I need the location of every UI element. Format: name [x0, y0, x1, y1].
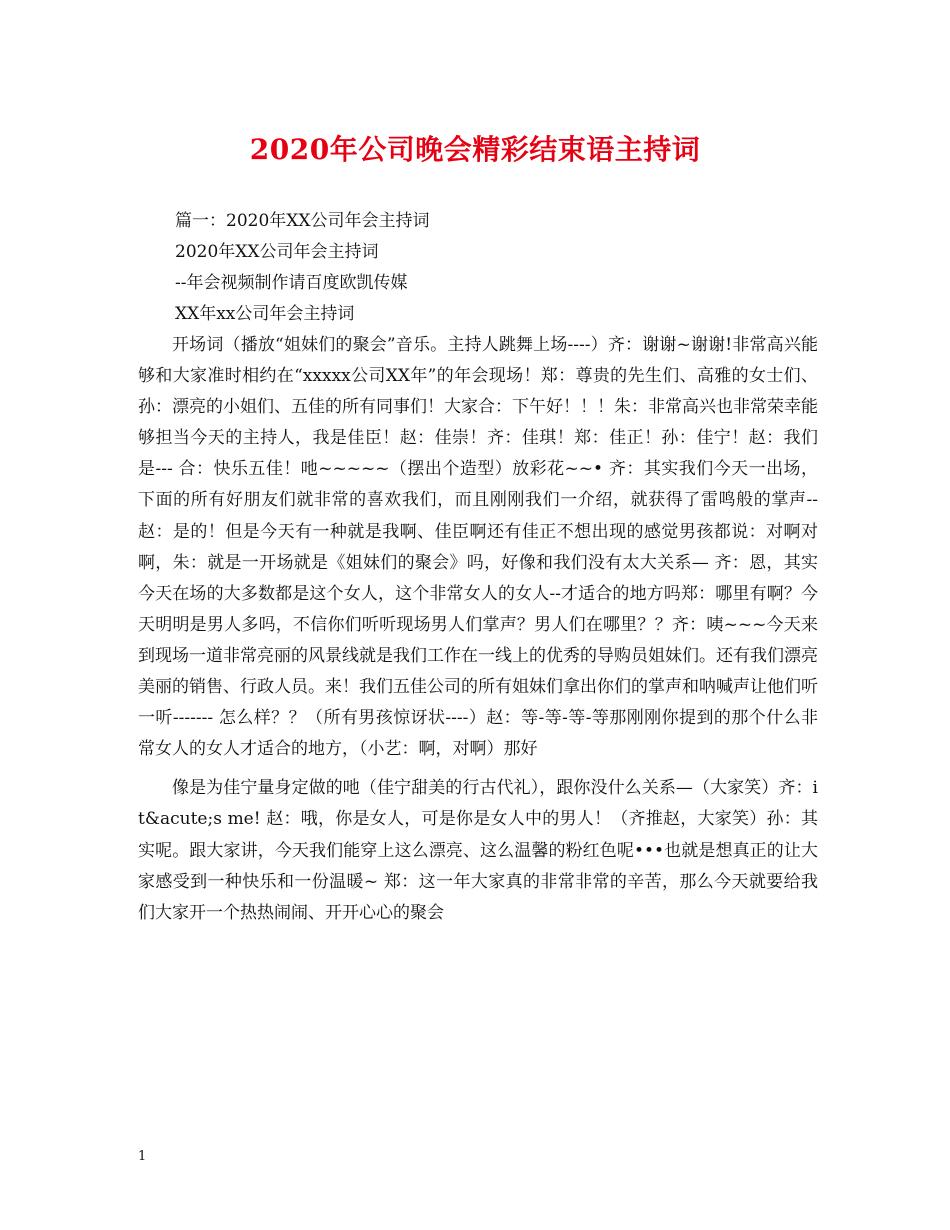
document-title: 2020年公司晚会精彩结束语主持词 — [249, 133, 701, 166]
header-lines — [175, 206, 815, 330]
body-text — [138, 330, 818, 929]
header-line-4: XX年xx公司年会主持词 — [175, 304, 355, 324]
paragraph-2: 像是为佳宁量身定做的吔（佳宁甜美的行古代礼），跟你没什么关系—（大家笑）齐：it&acute;s me! 赵：哦，你是女人，可是你是女人中的男人！（齐推赵，大家笑）孙：其实呢。跟大家讲，今天我们能穿上这么漂亮、这么温馨的粉红色呢•••也就是想真正的让大家感受到一种快乐和一份温暖~ 郑：这一年大家真的非常非常的辛苦，那么今天就要给我们大家开一个热热闹闹、开开心心的聚会 — [138, 778, 818, 923]
header-line-2: 2020年XX公司年会主持词 — [175, 242, 379, 262]
header-line-1: 篇一：2020年XX公司年会主持词 — [175, 211, 430, 231]
page-number: 1 — [138, 1149, 147, 1164]
header-line-3: --年会视频制作请百度欧凯传媒 — [175, 273, 408, 293]
paragraph-1: 开场词（播放“姐妹们的聚会”音乐。主持人跳舞上场----）齐：谢谢~谢谢!非常高兴能够和大家准时相约在“xxxxx公司XX年”的年会现场！郑：尊贵的先生们、高雅的女士们、孙：漂亮的小姐们、五佳的所有同事们！大家合：下午好！！！朱：非常高兴也非常荣幸能够担当今天的主持人，我是佳臣！赵：佳崇！齐：佳琪！郑：佳正！孙：佳宁！赵：我们是--- 合：快乐五佳！吔~~~~~（摆出个造型）放彩花~~• 齐：其实我们今天一出场，下面的所有好朋友们就非常的喜欢我们，而且刚刚我们一介绍，就获得了雷鸣般的掌声-- 赵：是的！但是今天有一种就是我啊、佳臣啊还有佳正不想出现的感觉男孩都说：对啊对啊，朱：就是一开场就是《姐妹们的聚会》吗，好像和我们没有太大关系— 齐：恩，其实今天在场的大多数都是这个女人，这个非常女人的女人--才适合的地方吗郑：哪里有啊？今天明明是男人多吗，不信你们听听现场男人们掌声？男人们在哪里？？齐：咦~~~今天来到现场一道非常亮丽的风景线就是我们工作在一线上的优秀的导购员姐妹们。还有我们漂亮美丽的销售、行政人员。来！我们五佳公司的所有姐妹们拿出你们的掌声和呐喊声让他们听一听------- 怎么样？？（所有男孩惊讶状----）赵：等-等-等-等那刚刚你提到的那个什么非常女人的女人才适合的地方，（小艺：啊，对啊）那好 — [138, 335, 818, 760]
